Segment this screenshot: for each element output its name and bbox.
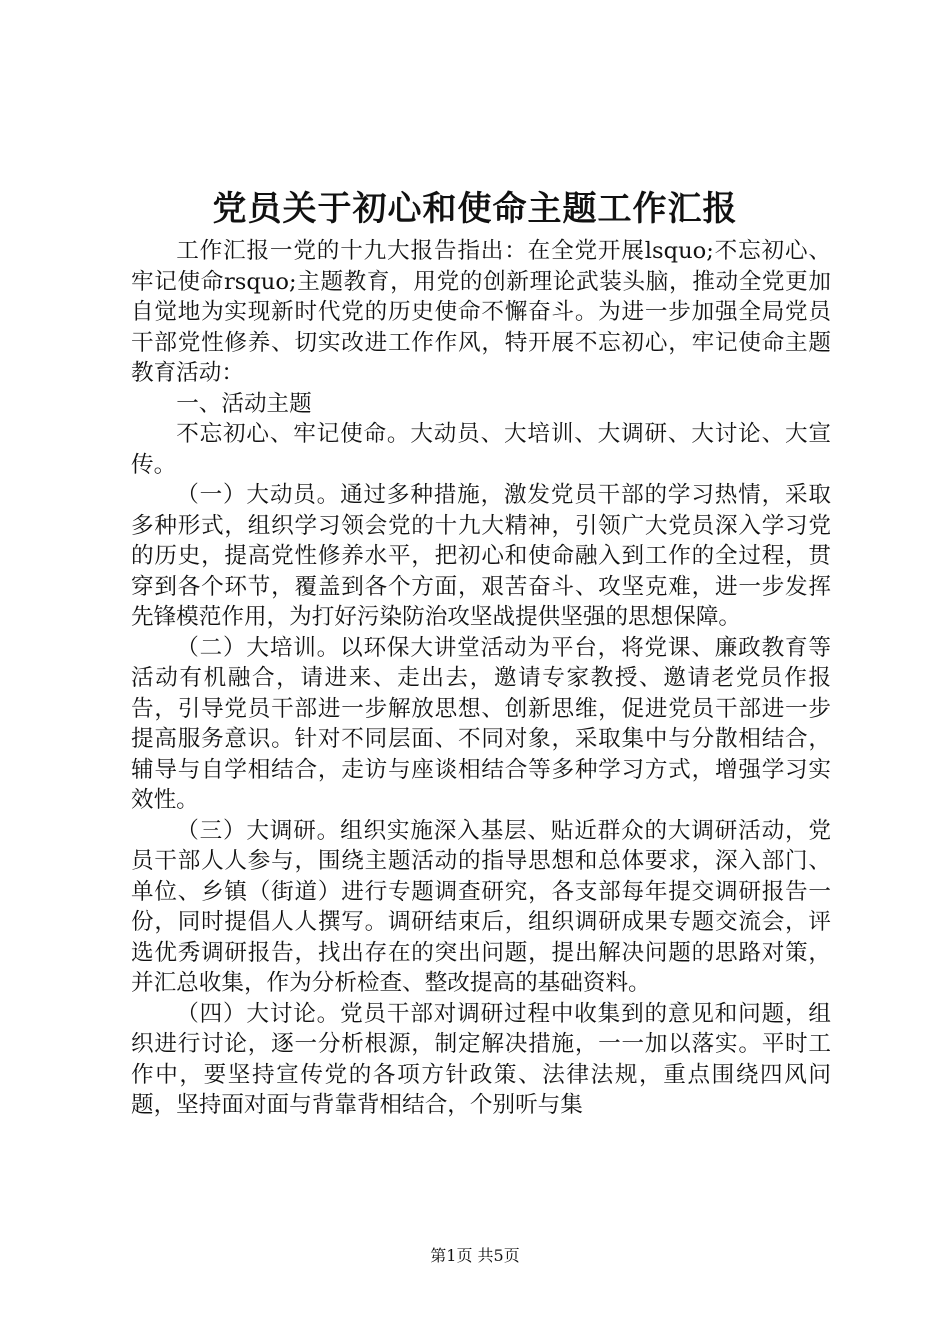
document-title: 党员关于初心和使命主题工作汇报 [212,189,738,229]
document-body [131,236,831,1121]
heading-activity-theme: 一、活动主题 [176,390,312,417]
paragraph-intro: 工作汇报一党的十九大报告指出：在全党开展lsquo;不忘初心、牢记使命rsquo;主题教育，用党的创新理论武装头脑，推动全党更加自觉地为实现新时代党的历史使命不懈奋斗。为进一步加强全局党员干部党性修养、切实改进工作作风，特开展不忘初心，牢记使命主题教育活动： [131,238,831,386]
paragraph-mobilization: （一）大动员。通过多种措施，激发党员干部的学习热情，采取多种形式，组织学习领会党的十九大精神，引领广大党员深入学习党的历史，提高党性修养水平，把初心和使命融入到工作的全过程，贯穿到各个环节，覆盖到各个方面，艰苦奋斗、攻坚克难，进一步发挥先锋模范作用，为打好污染防治攻坚战提供坚强的思想保障。 [131,482,831,630]
paragraph-discussion: （四）大讨论。党员干部对调研过程中收集到的意见和问题，组织进行讨论，逐一分析根源，制定解决措施，一一加以落实。平时工作中，要坚持宣传党的各项方针政策、法律法规，重点围绕四风问题，坚持面对面与背靠背相结合，个别听与集 [131,1000,831,1118]
paragraph-training: （二）大培训。以环保大讲堂活动为平台，将党课、廉政教育等活动有机融合，请进来、走出去，邀请专家教授、邀请老党员作报告，引导党员干部进一步解放思想、创新思维，促进党员干部进一步提高服务意识。针对不同层面、不同对象，采取集中与分散相结合，辅导与自学相结合，走访与座谈相结合等多种学习方式，增强学习实效性。 [131,634,831,813]
paragraph-research: （三）大调研。组织实施深入基层、贴近群众的大调研活动，党员干部人人参与，围绕主题活动的指导思想和总体要求，深入部门、单位、乡镇（街道）进行专题调查研究，各支部每年提交调研报告一份，同时提倡人人撰写。调研结束后，组织调研成果专题交流会，评选优秀调研报告，找出存在的突出问题，提出解决问题的思路对策，并汇总收集，作为分析检查、整改提高的基础资料。 [131,817,831,996]
paragraph-theme: 不忘初心、牢记使命。大动员、大培训、大调研、大讨论、大宣传。 [131,421,831,478]
page-footer: 第1页 共5页 [430,1246,520,1265]
